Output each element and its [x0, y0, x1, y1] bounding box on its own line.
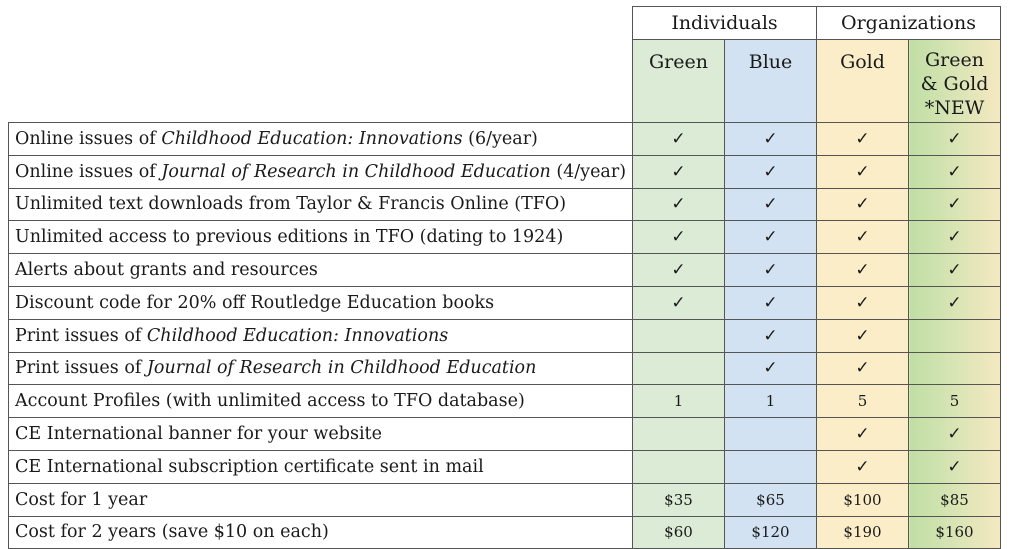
feature-label-text: Alerts about grants and resources — [15, 260, 318, 281]
table-row — [9, 286, 1001, 319]
empty-cell — [633, 319, 725, 352]
value-cell: 1 — [725, 385, 817, 418]
check-icon: ✓ — [817, 418, 909, 451]
plan-gold: Gold — [817, 40, 909, 123]
check-icon: ✓ — [725, 123, 817, 156]
empty-cell — [909, 319, 1001, 352]
feature-label-publication: Childhood Education: Innovations — [146, 325, 449, 346]
plan-green: Green — [633, 40, 725, 123]
value-cell: $85 — [909, 483, 1001, 516]
feature-label-text: Cost for 2 years (save $10 on each) — [15, 522, 329, 543]
table-row — [9, 123, 1001, 156]
group-organizations: Organizations — [817, 7, 1001, 40]
empty-cell — [725, 450, 817, 483]
check-icon: ✓ — [909, 286, 1001, 319]
plan-header-row — [9, 40, 1001, 123]
check-icon: ✓ — [909, 221, 1001, 254]
feature-label — [9, 450, 633, 483]
feature-label — [9, 319, 633, 352]
feature-label-text: Online issues of — [15, 128, 162, 149]
value-cell: 1 — [633, 385, 725, 418]
feature-label-publication: Journal of Research in Childhood Education — [161, 161, 551, 182]
table-row — [9, 155, 1001, 188]
check-icon: ✓ — [909, 188, 1001, 221]
check-icon: ✓ — [725, 286, 817, 319]
feature-label — [9, 418, 633, 451]
check-icon: ✓ — [909, 123, 1001, 156]
plan-green-gold-new-badge: *NEW — [924, 97, 985, 119]
check-icon: ✓ — [725, 221, 817, 254]
plan-green-gold-line1: Green — [925, 49, 984, 71]
table-row — [9, 483, 1001, 516]
feature-label — [9, 385, 633, 418]
header-blank-cell — [9, 40, 633, 123]
feature-label — [9, 516, 633, 549]
check-icon: ✓ — [725, 352, 817, 385]
table-row — [9, 254, 1001, 287]
value-cell: $35 — [633, 483, 725, 516]
check-icon: ✓ — [817, 254, 909, 287]
header-blank-cell — [9, 7, 633, 40]
check-icon: ✓ — [725, 155, 817, 188]
plan-blue: Blue — [725, 40, 817, 123]
feature-rows — [9, 123, 1001, 549]
feature-label — [9, 221, 633, 254]
feature-label-suffix: (4/year) — [550, 161, 627, 182]
check-icon: ✓ — [817, 352, 909, 385]
check-icon: ✓ — [817, 188, 909, 221]
feature-label-publication: Childhood Education: Innovations — [161, 128, 463, 149]
feature-label — [9, 286, 633, 319]
check-icon: ✓ — [633, 188, 725, 221]
group-header-row — [9, 7, 1001, 40]
check-icon: ✓ — [909, 418, 1001, 451]
group-individuals: Individuals — [633, 7, 817, 40]
empty-cell — [633, 450, 725, 483]
check-icon: ✓ — [633, 155, 725, 188]
value-cell: $160 — [909, 516, 1001, 549]
feature-label-text: CE International subscription certificate sent in mail — [15, 456, 484, 477]
feature-label — [9, 352, 633, 385]
empty-cell — [909, 352, 1001, 385]
value-cell: $65 — [725, 483, 817, 516]
check-icon: ✓ — [633, 123, 725, 156]
feature-label-text: Print issues of — [15, 358, 147, 379]
check-icon: ✓ — [725, 254, 817, 287]
value-cell: $120 — [725, 516, 817, 549]
plan-green-gold — [909, 40, 1001, 123]
check-icon: ✓ — [817, 450, 909, 483]
plan-green-gold-line2: & Gold — [920, 73, 989, 95]
check-icon: ✓ — [817, 286, 909, 319]
membership-comparison-table — [8, 6, 1001, 549]
value-cell: 5 — [817, 385, 909, 418]
feature-label-publication: Journal of Research in Childhood Education — [146, 358, 537, 379]
feature-label — [9, 483, 633, 516]
feature-label — [9, 155, 633, 188]
empty-cell — [633, 352, 725, 385]
feature-label-suffix: (6/year) — [462, 128, 538, 149]
table-row — [9, 221, 1001, 254]
table-row — [9, 385, 1001, 418]
value-cell: $190 — [817, 516, 909, 549]
check-icon: ✓ — [633, 286, 725, 319]
check-icon: ✓ — [817, 319, 909, 352]
feature-label-text: Print issues of — [15, 325, 147, 346]
value-cell: 5 — [909, 385, 1001, 418]
check-icon: ✓ — [817, 123, 909, 156]
feature-label — [9, 254, 633, 287]
empty-cell — [633, 418, 725, 451]
feature-label-text: Online issues of — [15, 161, 162, 182]
feature-label-text: Cost for 1 year — [15, 489, 148, 510]
check-icon: ✓ — [817, 221, 909, 254]
table-row — [9, 352, 1001, 385]
check-icon: ✓ — [725, 319, 817, 352]
table-row — [9, 418, 1001, 451]
feature-label — [9, 123, 633, 156]
empty-cell — [725, 418, 817, 451]
check-icon: ✓ — [909, 155, 1001, 188]
check-icon: ✓ — [725, 188, 817, 221]
table-row — [9, 188, 1001, 221]
check-icon: ✓ — [633, 254, 725, 287]
check-icon: ✓ — [909, 254, 1001, 287]
check-icon: ✓ — [909, 450, 1001, 483]
feature-label-text: Discount code for 20% off Routledge Education books — [15, 292, 495, 313]
table-row — [9, 319, 1001, 352]
feature-label-text: Unlimited access to previous editions in TFO (dating to 1924) — [15, 227, 564, 248]
table-row — [9, 516, 1001, 549]
feature-label-text: Account Profiles (with unlimited access to TFO database) — [15, 391, 525, 412]
value-cell: $60 — [633, 516, 725, 549]
check-icon: ✓ — [817, 155, 909, 188]
feature-label — [9, 188, 633, 221]
feature-label-text: CE International banner for your website — [15, 424, 382, 445]
check-icon: ✓ — [633, 221, 725, 254]
value-cell: $100 — [817, 483, 909, 516]
feature-label-text: Unlimited text downloads from Taylor & Francis Online (TFO) — [15, 194, 567, 215]
table-row — [9, 450, 1001, 483]
